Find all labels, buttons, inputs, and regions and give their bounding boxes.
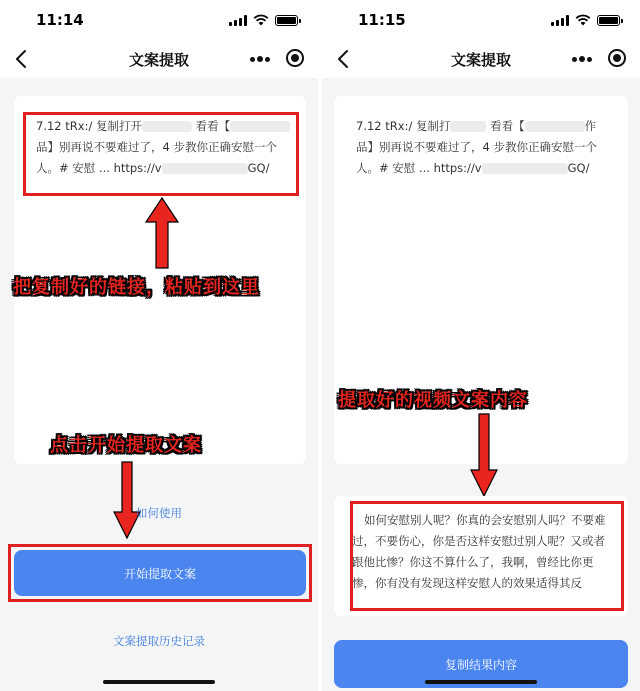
annotation-arrow-down	[113, 460, 141, 540]
page-title: 文案提取	[450, 51, 511, 69]
status-time: 11:14	[36, 11, 84, 29]
home-indicator	[425, 680, 537, 684]
annotation-box-result	[350, 501, 624, 611]
annotation-arrow-up	[144, 196, 180, 270]
battery-icon	[597, 15, 620, 26]
status-icons	[551, 14, 620, 26]
status-bar	[0, 0, 318, 40]
start-extract-button[interactable]: 开始提取文案	[14, 550, 306, 596]
page-title: 文案提取	[128, 51, 189, 69]
home-indicator	[103, 680, 215, 684]
input-text-line: 7.12 tRx:/ 复制打	[356, 119, 451, 133]
input-text-line: GQ/	[567, 161, 590, 175]
nav-bar	[0, 40, 318, 78]
close-miniprogram-icon[interactable]	[608, 49, 626, 67]
annotation-paste-here: 把复制好的链接，粘贴到这里	[13, 277, 260, 298]
link-input-field[interactable]	[356, 116, 618, 179]
input-text-line: 品】别再说不要难过了，4 步教你正确安慰一个	[36, 140, 277, 154]
input-text-line: 品】别再说不要难过了，4 步教你正确安慰一个	[356, 140, 597, 154]
result-text: 如何安慰别人呢？你真的会安慰别人吗？不要难过，不要伤心，你是否这样安慰过别人呢？又或者跟他比惨？你这不算什么了，我啊，曾经比你更惨，你有没有发现这样安慰人的效果适得其反	[352, 513, 606, 590]
input-text-line: 作	[584, 119, 597, 133]
more-options-icon[interactable]	[572, 50, 592, 68]
input-text-line: 人。# 安慰 ... https://v	[356, 161, 482, 175]
more-options-icon[interactable]	[250, 50, 270, 68]
status-icons	[229, 14, 298, 26]
signal-icon	[551, 15, 569, 26]
close-miniprogram-icon[interactable]	[286, 49, 304, 67]
input-text-line: 看看【	[490, 119, 525, 133]
phone-screen-left	[0, 0, 318, 691]
input-text-line: 人。# 安慰 ... https://v	[36, 161, 162, 175]
phone-screen-right	[322, 0, 640, 691]
status-time: 11:15	[358, 11, 406, 29]
nav-bar	[322, 40, 640, 78]
battery-icon	[275, 15, 298, 26]
copy-result-button[interactable]: 复制结果内容	[334, 640, 628, 688]
annotation-box-input	[23, 112, 299, 196]
input-text-line: 看看【	[195, 119, 231, 133]
annotation-click-start: 点击开始提取文案	[50, 435, 202, 456]
input-text-line: GQ/	[247, 161, 270, 175]
status-bar	[322, 0, 640, 40]
extract-history-link[interactable]: 文案提取历史记录	[113, 634, 205, 648]
wifi-icon	[575, 14, 591, 26]
signal-icon	[229, 15, 247, 26]
wifi-icon	[253, 14, 269, 26]
how-to-use-link[interactable]: 如何使用	[136, 506, 182, 520]
input-text-line: 7.12 tRx:/ 复制打开	[36, 119, 142, 133]
annotation-extracted-content: 提取好的视频文案内容	[338, 390, 528, 411]
annotation-arrow-down	[470, 412, 498, 498]
